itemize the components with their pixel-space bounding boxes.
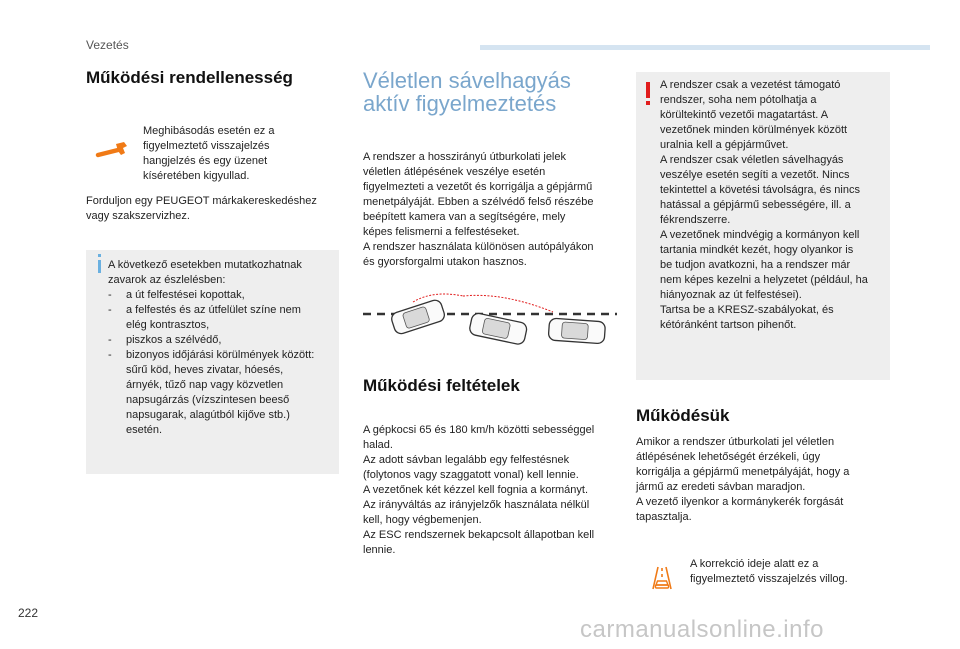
info-box — [86, 250, 339, 474]
dealer-advice: Forduljon egy PEUGEOT márkakereskedéshez vagy szakszervizhez. — [86, 195, 317, 222]
conditions-text: A gépkocsi 65 és 180 km/h közötti sebességgel halad. Az adott sávban legalább egy felfestésnek (folytonos vagy szaggatott vonal) kell lennie. A vezetőnek két kézzel kell fognia a kormányt. Az irányváltás az irányjelzők használata nélkül kell, hogy végbemenjen. Az ESC rendszernek bekapcsolt állapotban kell lennie. — [363, 424, 595, 556]
lane-warning-text: A korrekció ideje alatt ez a figyelmeztető visszajelzés villog. — [690, 558, 848, 585]
malfunction-warning-text: Meghibásodás esetén ez a figyelmeztető visszajelzés hangjelzés és egy üzenet kíséretében kigyullad. — [143, 125, 275, 182]
info-icon-bar — [98, 260, 101, 273]
exclamation-icon — [646, 82, 650, 98]
warning-text: A rendszer csak a vezetést támogató rendszer, soha nem pótolhatja a körültekintő vezetői magatartást. A vezetőnek minden körülmények között uralnia kell a gépjárművet. A rendszer csak véletlen sávelhagyás veszélye esetén segíti a vezetőt. Nincs tekintettel a követési távolságra, és nincs hatással a gépjármű sebességére, ill. a fékrendszerre. A vezetőnek mindvégig a kormányon kell tartania mindkét kezét, hogy olyankor is be tudjon avatkozni, ha a rendszer már nem képes kezelni a helyzetet (például, ha hiányoznak az út felfestései). Tartsa be a KRESZ-szabályokat, és kétóránként tartson pihenőt. — [660, 79, 868, 331]
operation-title: Működésük — [636, 406, 730, 425]
watermark: carmanualsonline.info — [580, 616, 824, 643]
operation-text: Amikor a rendszer útburkolati jel véletlen átlépésének lehetőségét érzékeli, úgy korrigálja a gépjármű menetpályáját, hogy a jármű az eredeti sávban maradjon. A vezető ilyenkor a kormánykerék forgását tapasztalja. — [636, 436, 850, 523]
list-item: - a felfestés és az útfelület színe nem elég kontrasztos, — [108, 303, 330, 333]
exclamation-icon-dot — [646, 101, 650, 105]
wrench-icon — [94, 140, 128, 160]
lane-assist-title-line2: aktív figyelmeztetés — [363, 91, 557, 116]
list-item: - bizonyos időjárási körülmények között: sűrű köd, heves zivatar, hóesés, árnyék, tűző nap vagy közvetlen napsugárzás (vízszintesen beeső napsugarak, alagútból kijőve stb.) esetén. — [108, 348, 330, 438]
list-item: - a út felfestései kopottak, — [108, 288, 330, 303]
info-content — [108, 258, 330, 438]
section-header: Vezetés — [86, 38, 129, 52]
conditions-title: Működési feltételek — [363, 376, 520, 395]
info-icon — [98, 254, 101, 257]
lane-warning-icon — [648, 564, 676, 592]
list-item: - piszkos a szélvédő, — [108, 333, 330, 348]
header-bar — [480, 45, 930, 50]
warning-box — [636, 72, 890, 380]
lane-departure-correction-illustration — [363, 292, 617, 352]
malfunction-title: Működési rendellenesség — [86, 68, 293, 87]
info-intro: A következő esetekben mutatkozhatnak zavarok az észlelésben: — [108, 259, 302, 286]
lane-assist-intro: A rendszer a hosszirányú útburkolati jelek véletlen átlépésének veszélye esetén figyelmezteti a vezetőt és korrigálja a gépjármű menetpályáját. Ebben a szélvédő felső részébe beépített kamera van a segítségére, mely képes felismerni a felfestéseket. A rendszer használata különösen autópályákon és gyorsforgalmi utakon hasznos. — [363, 151, 594, 268]
lane-assist-title-line1: Véletlen sávelhagyás — [363, 68, 571, 93]
page-number: 222 — [18, 606, 39, 620]
